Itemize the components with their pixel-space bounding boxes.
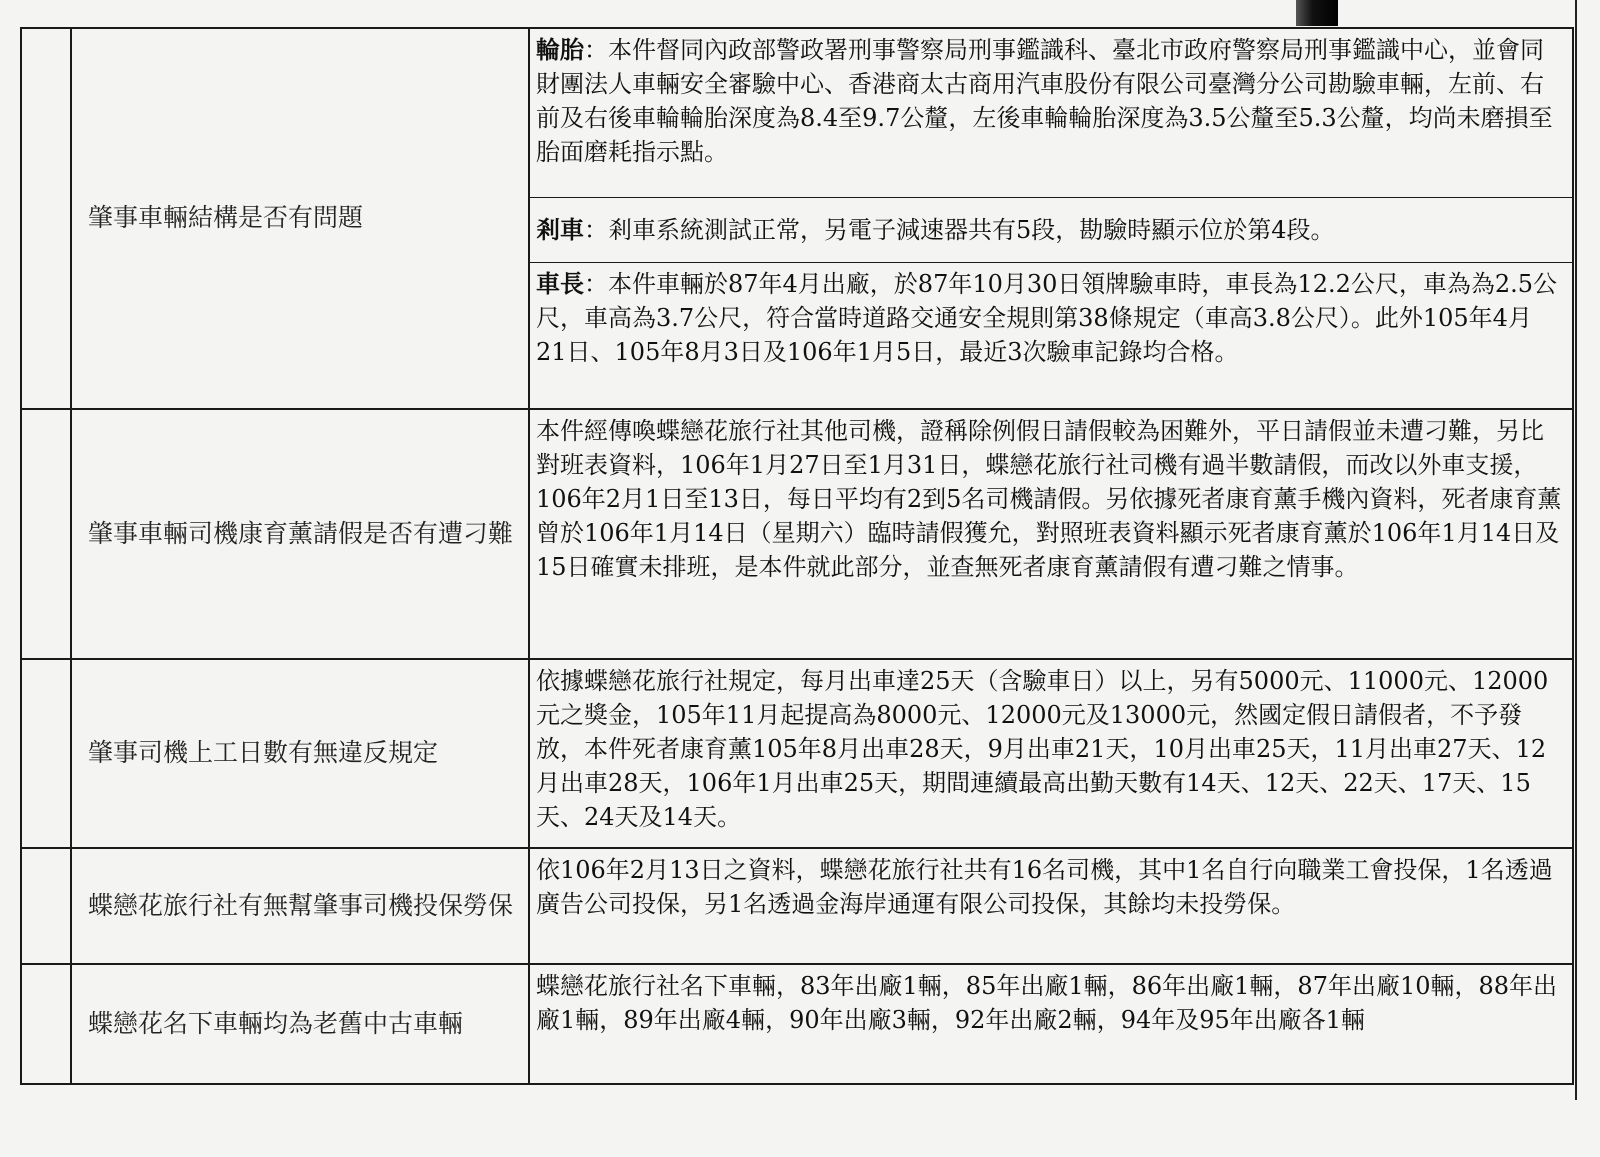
- sub-answer-length: [530, 263, 1572, 405]
- findings-table: [20, 27, 1574, 1085]
- blank-cell: [21, 409, 71, 659]
- blank-cell: [21, 848, 71, 964]
- sub-text: ：剎車系統測試正常，另電子減速器共有5段，勘驗時顯示位於第4段。: [584, 216, 1335, 244]
- table-row: [21, 28, 1573, 409]
- sub-label: 剎車: [536, 216, 584, 244]
- sub-text: ：本件督同內政部警政署刑事警察局刑事鑑識科、臺北市政府警察局刑事鑑識中心，並會同財團法人車輛安全審驗中心、香港商太古商用汽車股份有限公司臺灣分公司勘驗車輛，左前、右前及右後車輪輪胎深度為8.4至9.7公釐，左後車輪輪胎深度為3.5公釐至5.3公釐，均尚未磨損至胎面磨耗指示點。: [536, 36, 1553, 166]
- sub-label: 車長: [536, 270, 584, 298]
- topic-cell: 肇事司機上工日數有無違反規定: [71, 659, 529, 847]
- topic-cell: 肇事車輛結構是否有問題: [71, 28, 529, 409]
- answer-cell: 依據蝶戀花旅行社規定，每月出車達25天（含驗車日）以上，另有5000元、11000元、12000元之獎金，105年11月起提高為8000元、12000元及13000元，然國定假日請假者，不予發放，本件死者康育薰105年8月出車28天，9月出車21天，10月出車25天，11月出車27天、12月出車28天，106年1月出車25天，期間連續最高出勤天數有14天、12天、22天、17天、15天、24天及14天。: [529, 659, 1573, 847]
- sub-answer-brakes: [530, 198, 1572, 263]
- answer-cell: 蝶戀花旅行社名下車輛，83年出廠1輛，85年出廠1輛，86年出廠1輛，87年出廠10輛，88年出廠1輛，89年出廠4輛，90年出廠3輛，92年出廠2輛，94年及95年出廠各1輛: [529, 964, 1573, 1084]
- topic-cell: 蝶戀花旅行社有無幫肇事司機投保勞保: [71, 848, 529, 964]
- table-row: [21, 848, 1573, 964]
- answer-cell: 本件經傳喚蝶戀花旅行社其他司機，證稱除例假日請假較為困難外，平日請假並未遭刁難，另比對班表資料，106年1月27日至1月31日，蝶戀花旅行社司機有過半數請假，而改以外車支援，106年2月1日至13日，每日平均有2到5名司機請假。另依據死者康育薰手機內資料，死者康育薰曾於106年1月14日（星期六）臨時請假獲允，對照班表資料顯示死者康育薰於106年1月14日及15日確實未排班，是本件就此部分，並查無死者康育薰請假有遭刁難之情事。: [529, 409, 1573, 659]
- topic-cell: 蝶戀花名下車輛均為老舊中古車輛: [71, 964, 529, 1084]
- answer-cell: 依106年2月13日之資料，蝶戀花旅行社共有16名司機，其中1名自行向職業工會投保，1名透過廣告公司投保，另1名透過金海岸通運有限公司投保，其餘均未投勞保。: [529, 848, 1573, 964]
- table-row: [21, 659, 1573, 847]
- blank-cell: [21, 659, 71, 847]
- page-edge: [1575, 0, 1577, 1100]
- topic-cell: 肇事車輛司機康育薰請假是否有遭刁難: [71, 409, 529, 659]
- sub-label: 輪胎: [536, 36, 584, 64]
- sub-answer-tires: [530, 29, 1572, 198]
- answer-cell: [529, 28, 1573, 409]
- sub-text: ：本件車輛於87年4月出廠，於87年10月30日領牌驗車時，車長為12.2公尺，車為為2.5公尺，車高為3.7公尺，符合當時道路交通安全規則第38條規定（車高3.8公尺）。此外105年4月21日、105年8月3日及106年1月5日，最近3次驗車記錄均合格。: [536, 270, 1558, 366]
- table-row: [21, 409, 1573, 659]
- table-row: [21, 964, 1573, 1084]
- blank-cell: [21, 964, 71, 1084]
- blank-cell: [21, 28, 71, 409]
- scan-artifact: [1296, 0, 1338, 26]
